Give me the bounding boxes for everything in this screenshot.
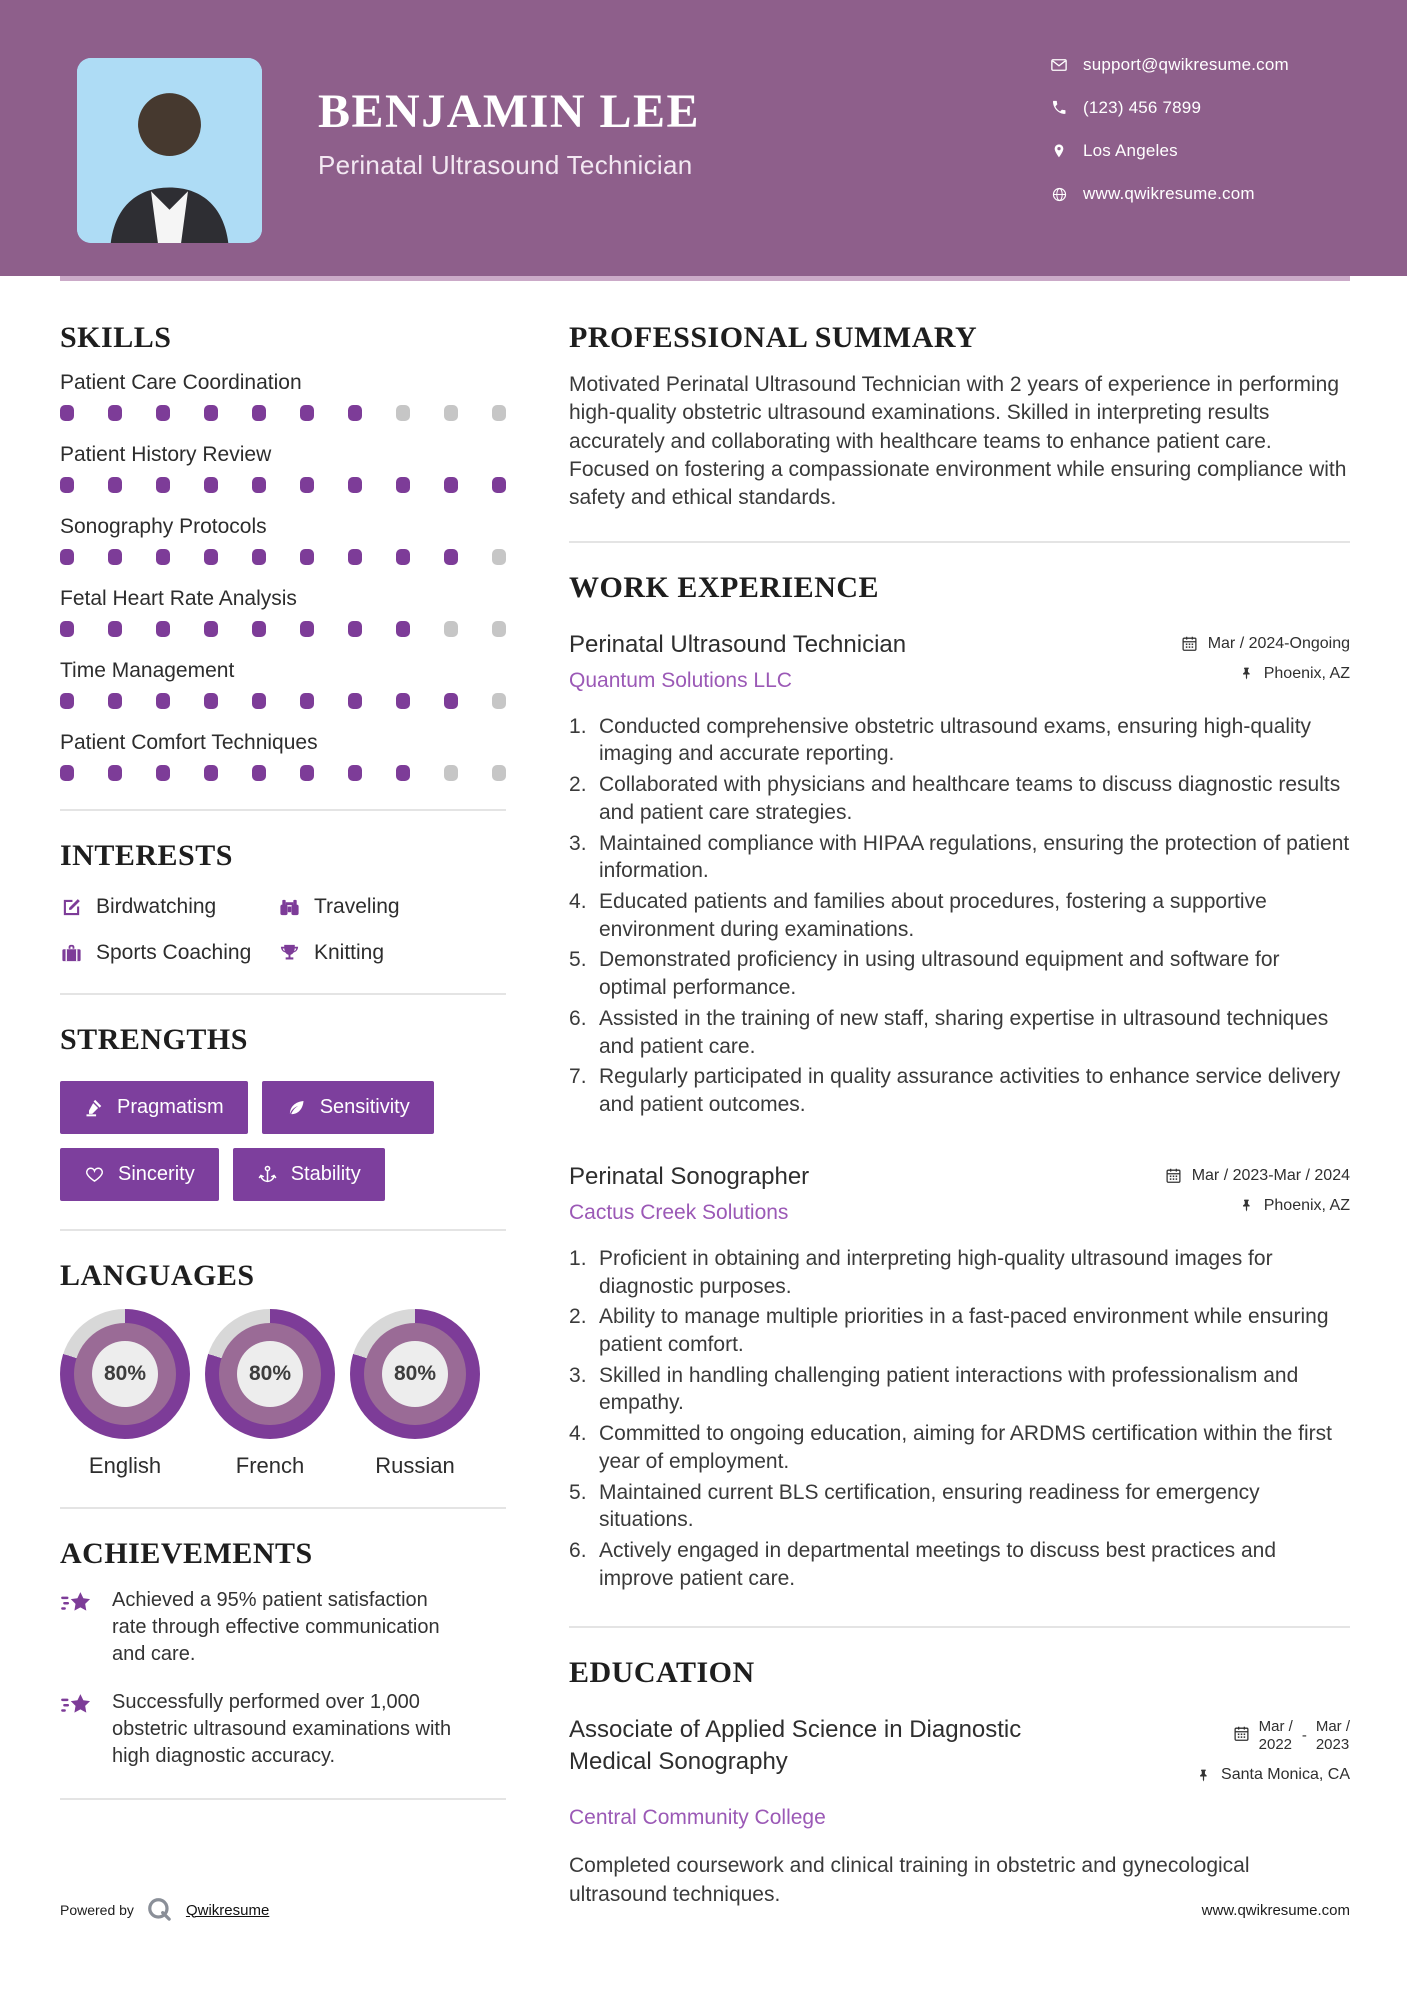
strength-label: Sincerity: [118, 1163, 195, 1185]
skill-dot: [492, 549, 506, 565]
skill-dot: [300, 405, 314, 421]
job-bullet: Committed to ongoing education, aiming for ARDMS certification within the first year of employment.: [599, 1422, 1333, 1473]
edit-icon: [60, 896, 83, 919]
summary-heading: PROFESSIONAL SUMMARY: [569, 321, 978, 354]
skill-dot: [444, 693, 458, 709]
job-bullet: Skilled in handling challenging patient interactions with professionalism and empathy.: [599, 1363, 1299, 1415]
interest-item: [278, 941, 506, 965]
jobs-list: [569, 631, 1350, 1593]
job-title: Perinatal Sonographer: [569, 1162, 810, 1190]
strength-badge: [60, 1148, 219, 1201]
skill-dot: [204, 405, 218, 421]
skill-dot: [252, 765, 266, 781]
skill-label: Fetal Heart Rate Analysis: [60, 587, 297, 610]
language-name: French: [235, 1453, 305, 1478]
skill-label: Patient Comfort Techniques: [60, 731, 318, 754]
skill-rating: [60, 477, 506, 493]
job-header: [569, 631, 1350, 695]
footer-website: www.qwikresume.com: [1201, 1901, 1350, 1919]
skill-dot: [396, 477, 410, 493]
skill-dot: [156, 549, 170, 565]
skill-dot: [156, 693, 170, 709]
interest-item: [60, 941, 278, 965]
school-name: Central Community College: [569, 1806, 826, 1830]
pushpin-icon: [1239, 666, 1254, 681]
anchor-icon: [257, 1164, 278, 1185]
skill-dot: [348, 405, 362, 421]
language-name: Russian: [375, 1453, 455, 1478]
skill-dot: [156, 477, 170, 493]
skill-dot: [300, 765, 314, 781]
achievements-list: [60, 1587, 506, 1770]
skill-item: [60, 443, 506, 493]
summary-text: Motivated Perinatal Ultrasound Technician with 2 years of experience in performing high-quality obstetric ultrasound examinations. Skilled in interpreting results accurately and collaborating with healthcare teams to enhance patient care. Focused on fostering a compassionate environment while ensuring compliance with safety and ethical standards.: [569, 373, 1347, 510]
skill-dot: [492, 765, 506, 781]
achievements-heading: ACHIEVEMENTS: [60, 1537, 313, 1570]
skill-dot: [108, 693, 122, 709]
company-name: Cactus Creek Solutions: [569, 1200, 789, 1224]
strength-badge: [233, 1148, 385, 1201]
leaf-icon: [286, 1097, 307, 1118]
skill-dot: [108, 477, 122, 493]
heart-icon: [84, 1164, 105, 1185]
skill-dot: [492, 405, 506, 421]
donut-percent-label: 80%: [382, 1341, 448, 1407]
skill-dot: [348, 621, 362, 637]
language-donut-chart: [60, 1309, 190, 1439]
identity-block: [318, 85, 701, 181]
interest-label: Knitting: [314, 941, 385, 964]
skill-dot: [444, 405, 458, 421]
divider: [569, 1626, 1350, 1628]
donut-percent-label: 80%: [237, 1341, 303, 1407]
skill-rating: [60, 405, 506, 421]
job-bullet-list: [569, 713, 1350, 1119]
skill-dot: [252, 693, 266, 709]
skill-dot: [60, 405, 74, 421]
skill-dot: [156, 621, 170, 637]
main-column: [569, 321, 1350, 1930]
education-date: Mar / 2022 - Mar / 2023: [1196, 1718, 1350, 1754]
skill-dot: [348, 765, 362, 781]
skill-dot: [444, 549, 458, 565]
contact-item: [1050, 99, 1289, 117]
contact-text: Los Angeles: [1083, 141, 1178, 160]
calendar-icon: [1181, 635, 1198, 652]
skill-dot: [204, 693, 218, 709]
job-title: Perinatal Ultrasound Technician: [569, 630, 907, 658]
job-meta: [1165, 1163, 1350, 1227]
skill-rating: [60, 765, 506, 781]
strength-label: Stability: [290, 1163, 361, 1185]
work-heading: WORK EXPERIENCE: [569, 570, 880, 604]
interest-item: [60, 895, 278, 919]
contact-text: www.qwikresume.com: [1083, 184, 1255, 203]
contact-text: (123) 456 7899: [1083, 98, 1202, 117]
education-heading: EDUCATION: [569, 1656, 755, 1690]
skill-dot: [300, 477, 314, 493]
skill-dot: [444, 477, 458, 493]
skill-dot: [444, 621, 458, 637]
job-date: [1165, 1167, 1350, 1185]
skill-dot: [204, 549, 218, 565]
education-description: Completed coursework and clinical training in obstetric and gynecological ultrasound techniques.: [569, 1854, 1250, 1906]
divider: [60, 993, 506, 995]
language-name: English: [88, 1453, 162, 1478]
skill-dot: [348, 549, 362, 565]
education-date-end: Mar /: [1315, 1718, 1350, 1736]
skill-label: Sonography Protocols: [60, 515, 267, 538]
email-icon: [1050, 56, 1068, 74]
skills-list: [60, 371, 506, 781]
skill-item: [60, 731, 506, 781]
interest-label: Birdwatching: [96, 895, 217, 918]
skill-item: [60, 371, 506, 421]
interests-list: [60, 895, 506, 965]
job-location-text: Phoenix, AZ: [1263, 664, 1350, 682]
skill-label: Patient Care Coordination: [60, 371, 302, 394]
globe-icon: [1050, 186, 1068, 203]
skill-dot: [396, 765, 410, 781]
trophy-icon: [278, 942, 301, 965]
divider: [60, 809, 506, 811]
phone-icon: [1050, 100, 1068, 116]
job-entry: [569, 631, 1350, 1119]
skill-dot: [492, 693, 506, 709]
contact-text: support@qwikresume.com: [1083, 55, 1289, 74]
skill-dot: [348, 693, 362, 709]
skill-dot: [348, 477, 362, 493]
skill-dot: [300, 693, 314, 709]
skill-label: Time Management: [60, 659, 235, 682]
education-date-start: Mar /: [1258, 1718, 1293, 1736]
interest-label: Traveling: [314, 895, 400, 918]
job-title-block: [569, 1163, 809, 1225]
divider: [60, 1798, 506, 1800]
content-columns: [0, 281, 1407, 1930]
skill-dot: [396, 693, 410, 709]
skill-rating: [60, 549, 506, 565]
skill-dot: [108, 405, 122, 421]
contact-list: [1050, 56, 1289, 228]
interest-item: [278, 895, 506, 919]
language-item: [60, 1309, 190, 1479]
star-icon: [60, 1691, 96, 1771]
language-item: [205, 1309, 335, 1479]
skill-dot: [252, 477, 266, 493]
person-title: Perinatal Ultrasound Technician: [318, 150, 693, 180]
skill-dot: [396, 405, 410, 421]
skill-dot: [156, 765, 170, 781]
calendar-icon: [1165, 1167, 1182, 1184]
donut-percent-label: 80%: [92, 1341, 158, 1407]
job-bullet: Maintained current BLS certification, ensuring readiness for emergency situations.: [599, 1480, 1260, 1532]
education-meta: [1196, 1714, 1350, 1796]
header: [0, 0, 1407, 276]
skill-dot: [60, 693, 74, 709]
job-bullet: Educated patients and families about procedures, fostering a supportive environment during examinations.: [599, 890, 1267, 941]
interest-label: Sports Coaching: [96, 941, 252, 964]
skill-dot: [300, 549, 314, 565]
contact-item: [1050, 56, 1289, 74]
sidebar: [60, 321, 506, 1930]
strengths-list: [60, 1081, 506, 1201]
divider: [60, 1507, 506, 1509]
contact-item: [1050, 142, 1289, 160]
donut-inner-ring: [219, 1323, 321, 1425]
skill-dot: [204, 621, 218, 637]
skill-dot: [396, 549, 410, 565]
skill-label: Patient History Review: [60, 443, 272, 466]
job-header: [569, 1163, 1350, 1227]
skill-dot: [108, 549, 122, 565]
achievement-text: Achieved a 95% patient satisfaction rate through effective communication and care.: [112, 1589, 440, 1666]
avatar: [77, 58, 262, 243]
person-name: BENJAMIN LEE: [318, 85, 701, 138]
profile-photo: [77, 58, 262, 243]
divider: [569, 541, 1350, 543]
skill-item: [60, 587, 506, 637]
qwikresume-link[interactable]: Qwikresume: [185, 1901, 270, 1919]
skill-dot: [444, 765, 458, 781]
skill-item: [60, 659, 506, 709]
skill-dot: [492, 621, 506, 637]
education-location: Santa Monica, CA: [1196, 1766, 1350, 1784]
language-donut-chart: [350, 1309, 480, 1439]
job-bullet: Regularly participated in quality assurance activities to enhance service delivery and patient outcomes.: [599, 1065, 1341, 1117]
skill-dot: [60, 477, 74, 493]
qwikresume-logo-icon: [146, 1896, 174, 1924]
achievement-item: [60, 1587, 506, 1669]
interests-heading: INTERESTS: [60, 839, 233, 872]
skill-dot: [492, 477, 506, 493]
languages-list: [60, 1309, 506, 1479]
pushpin-icon: [1196, 1768, 1211, 1783]
skill-dot: [252, 549, 266, 565]
strength-label: Sensitivity: [319, 1096, 410, 1118]
job-bullet: Assisted in the training of new staff, sharing expertise in ultrasound techniques and patient care.: [599, 1006, 1329, 1058]
education-entry: [569, 1714, 1350, 1796]
language-donut-chart: [205, 1309, 335, 1439]
briefcase-icon: [60, 942, 83, 965]
job-date: [1181, 635, 1350, 653]
skill-dot: [204, 477, 218, 493]
degree-title: Associate of Applied Science in Diagnostic Medical Sonography: [569, 1716, 1022, 1775]
job-bullet: Actively engaged in departmental meetings to discuss best practices and improve patient care.: [599, 1538, 1277, 1590]
achievement-item: [60, 1689, 506, 1771]
company-name: Quantum Solutions LLC: [569, 668, 792, 692]
job-bullet: Ability to manage multiple priorities in a fast-paced environment while ensuring patient comfort.: [599, 1305, 1329, 1356]
job-location-text: Phoenix, AZ: [1263, 1196, 1350, 1214]
job-bullet: Proficient in obtaining and interpreting high-quality ultrasound images for diagnostic purposes.: [599, 1246, 1273, 1298]
skill-dot: [396, 621, 410, 637]
skill-rating: [60, 621, 506, 637]
skill-dot: [156, 405, 170, 421]
calendar-icon: [1233, 1725, 1250, 1747]
skill-item: [60, 515, 506, 565]
date-separator: -: [1301, 1727, 1307, 1745]
languages-heading: LANGUAGES: [60, 1259, 255, 1292]
donut-inner-ring: [364, 1323, 466, 1425]
skill-dot: [204, 765, 218, 781]
skill-rating: [60, 693, 506, 709]
job-meta: [1181, 631, 1350, 695]
job-entry: [569, 1163, 1350, 1593]
job-bullet-list: [569, 1245, 1350, 1593]
gavel-icon: [84, 1098, 104, 1118]
job-location: [1181, 665, 1350, 683]
skill-dot: [252, 621, 266, 637]
star-icon: [60, 1589, 96, 1669]
job-bullet: Conducted comprehensive obstetric ultrasound exams, ensuring high-quality imaging and accurate reporting.: [599, 714, 1312, 766]
achievement-text: Successfully performed over 1,000 obstetric ultrasound examinations with high diagnostic accuracy.: [112, 1690, 452, 1767]
powered-by-label: Powered by: [60, 1902, 134, 1918]
pushpin-icon: [1239, 1198, 1254, 1213]
skill-dot: [108, 621, 122, 637]
contact-item: [1050, 185, 1289, 203]
job-bullet: Collaborated with physicians and healthcare teams to discuss diagnostic results and patient care strategies.: [599, 773, 1341, 824]
job-title-block: [569, 631, 906, 693]
skill-dot: [252, 405, 266, 421]
strengths-heading: STRENGTHS: [60, 1023, 248, 1056]
skills-heading: SKILLS: [60, 321, 172, 354]
strength-label: Pragmatism: [117, 1096, 224, 1118]
job-date-text: Mar / 2024-Ongoing: [1207, 634, 1350, 652]
skill-dot: [300, 621, 314, 637]
skill-dot: [108, 765, 122, 781]
footer: [60, 1896, 1350, 1924]
skill-dot: [60, 765, 74, 781]
job-date-text: Mar / 2023-Mar / 2024: [1191, 1166, 1350, 1184]
strength-badge: [60, 1081, 248, 1134]
binoculars-icon: [278, 896, 301, 919]
job-location: [1165, 1197, 1350, 1215]
skill-dot: [60, 621, 74, 637]
strength-badge: [262, 1081, 434, 1134]
job-bullet: Maintained compliance with HIPAA regulations, ensuring the protection of patient information.: [599, 831, 1350, 883]
job-bullet: Demonstrated proficiency in using ultrasound equipment and software for optimal performance.: [599, 948, 1280, 1000]
language-item: [350, 1309, 480, 1479]
divider: [60, 1229, 506, 1231]
location-icon: [1050, 143, 1068, 159]
skill-dot: [60, 549, 74, 565]
donut-inner-ring: [74, 1323, 176, 1425]
